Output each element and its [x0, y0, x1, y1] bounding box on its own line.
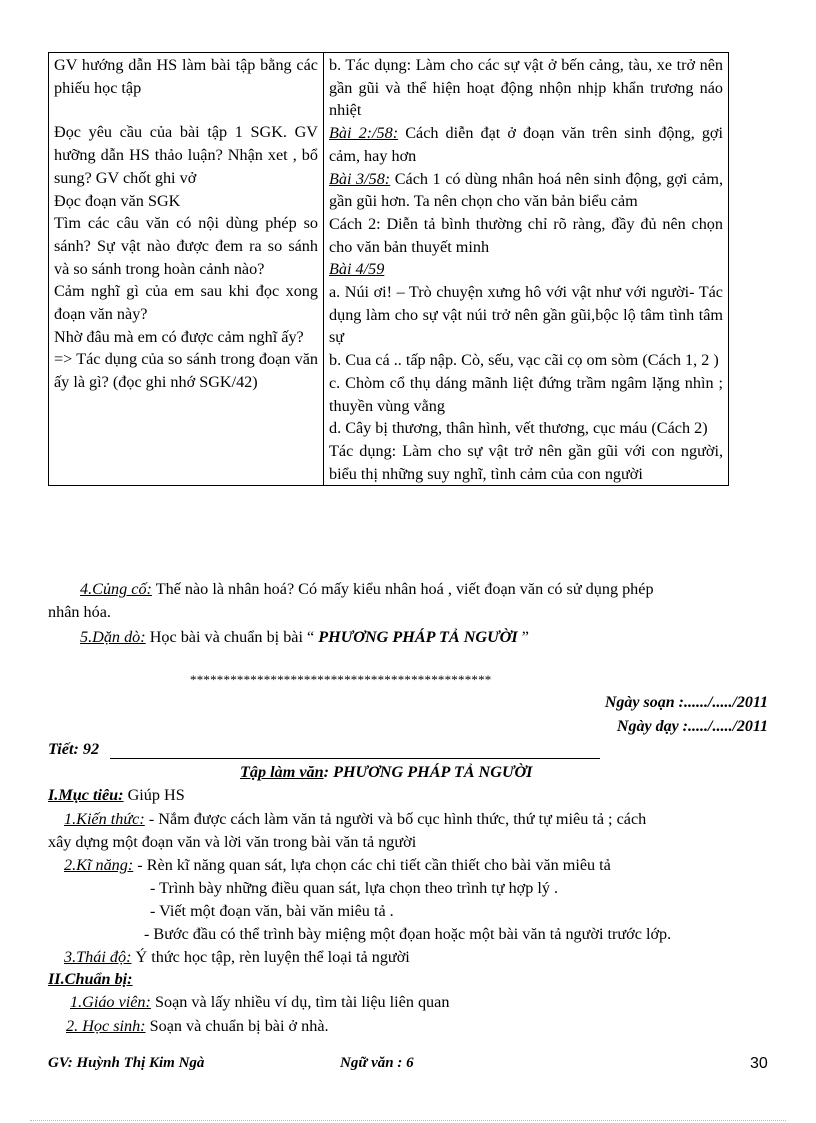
homework-text: Học bài và chuẩn bị bài “ — [145, 628, 319, 646]
exercise-text: Cách 1 có dùng nhân hoá nên sinh động, gợi cảm, gần gũi hơn. Ta nên chọn cho văn bản biểu cảm — [329, 169, 723, 211]
left-paragraph: Đọc đoạn văn SGK — [54, 191, 181, 210]
knowledge-line-2: xây dựng một đoạn văn và lời văn trong bài văn tả người — [48, 833, 417, 851]
teacher-prep-label: 1.Giáo viên: — [70, 993, 151, 1011]
student-prep-label: 2. Học sinh: — [66, 1017, 146, 1035]
left-paragraph: => Tác dụng của so sánh trong đoạn văn ấy là gì? (đọc ghi nhớ SGK/42) — [54, 350, 318, 392]
right-paragraph: Cách 2: Diễn tả bình thường chỉ rõ ràng, đầy đủ nên chọn cho văn bản thuyết minh — [329, 214, 723, 256]
knowledge-line — [64, 810, 646, 829]
skills-item: - Bước đầu có thể trình bày miệng một đọan hoặc một bài văn tả người trước lớp. — [144, 925, 672, 943]
right-paragraph: b. Tác dụng: Làm cho các sự vật ở bến cảng, tàu, xe trở nên gần gũi và thể hiện hoạt động nhộn nhịp khẩn trương náo nhiệt — [329, 56, 723, 120]
consolidation-label: 4.Củng cố: — [80, 580, 152, 598]
objectives-label: I.Mục tiêu: — [48, 786, 124, 804]
footer-teacher: GV: Huỳnh Thị Kim Ngà — [48, 1055, 205, 1071]
spacer — [54, 99, 318, 121]
lesson-number: Tiết: 92 — [48, 740, 100, 758]
right-paragraph: d. Cây bị thương, thân hình, vết thương, cục máu (Cách 2) — [329, 419, 708, 438]
separator-stars: ********************************************* — [190, 672, 492, 687]
homework-close: ” — [517, 628, 529, 646]
left-paragraph: GV hướng dẫn HS làm bài tập bằng các phiếu học tập — [54, 56, 318, 97]
right-paragraph: c. Chòm cổ thụ dáng mãnh liệt đứng trầm ngâm lặng nhìn ; thuyền vùng vằng — [329, 373, 723, 415]
exercise-label: Bài 4/59 — [329, 260, 385, 279]
consolidation-text: Thế nào là nhân hoá? Có mấy kiểu nhân hoá , viết đoạn văn có sử dụng phép — [151, 580, 654, 598]
exercise-label: Bài 2:/58: — [329, 124, 399, 143]
date-taught: Ngày dạy :...../...../2011 — [616, 718, 768, 735]
heading-label: Tập làm văn — [240, 763, 324, 781]
right-paragraph — [329, 122, 723, 167]
exercise-label: Bài 3/58: — [329, 169, 391, 188]
attitude-line — [64, 948, 410, 967]
table-row — [49, 53, 729, 486]
page-number: 30 — [750, 1055, 768, 1072]
attitude-text: Ý thức học tập, rèn luyện thể loại tả người — [131, 948, 410, 966]
left-paragraph: Cảm nghĩ gì của em sau khi đọc xong đoạn văn này? — [54, 282, 318, 324]
knowledge-label: 1.Kiến thức: — [64, 810, 145, 828]
skills-line — [64, 856, 611, 875]
preparation-heading: II.Chuẩn bị: — [48, 970, 133, 988]
student-prep-text: Soạn và chuẩn bị bài ở nhà. — [145, 1017, 329, 1035]
teacher-prep-line — [70, 993, 449, 1012]
right-paragraph: Tác dụng: Làm cho sự vật trở nên gần gũi với con người, biểu thị những suy nghĩ, tình cảm của con người — [329, 441, 723, 483]
date-prepared: Ngày soạn :....../...../2011 — [604, 694, 768, 711]
bottom-dotted-line — [30, 1120, 786, 1121]
lesson-table — [48, 52, 729, 486]
skills-label: 2.Kĩ năng: — [64, 856, 134, 874]
teacher-activity-column — [49, 53, 324, 486]
knowledge-text: - Nắm được cách làm văn tả người và bố cục hình thức, thứ tự miêu tả ; cách — [144, 810, 647, 828]
objectives-text: Giúp HS — [123, 786, 185, 804]
skills-item: - Viết một đoạn văn, bài văn miêu tả . — [150, 902, 394, 920]
skills-text: - Rèn kĩ năng quan sát, lựa chọn các chi tiết cần thiết cho bài văn miêu tả — [133, 856, 611, 874]
homework-label: 5.Dặn dò: — [80, 628, 146, 646]
content-column — [324, 53, 729, 486]
left-paragraph: Tìm các câu văn có nội dùng phép so sánh? Sự vật nào được đem ra so sánh và so sánh trong hoàn cảnh nào? — [54, 214, 318, 278]
divider — [110, 758, 600, 759]
next-lesson-title: PHƯƠNG PHÁP TẢ NGƯỜI — [318, 628, 518, 646]
consolidation-line-2: nhân hóa. — [48, 603, 111, 621]
right-paragraph: a. Núi ơi! – Trò chuyện xưng hô với vật như với người- Tác dụng làm cho sự vật núi trở nên gần gũi,bộc lộ tâm tình tâm sự — [329, 283, 723, 347]
objectives-heading — [48, 786, 185, 805]
left-paragraph: Đọc yêu cầu của bài tập 1 SGK. GV hưỡng dẫn HS thảo luận? Nhận xet , bổ sung? GV chốt ghi vở — [54, 123, 318, 187]
lesson-heading — [240, 763, 532, 782]
right-paragraph — [329, 168, 723, 213]
skills-item: - Trình bày những điều quan sát, lựa chọn theo trình tự hợp lý . — [150, 879, 559, 897]
left-paragraph: Nhờ đâu mà em có được cảm nghĩ ấy? — [54, 327, 304, 346]
student-prep-line — [66, 1017, 329, 1036]
heading-title: : PHƯƠNG PHÁP TẢ NGƯỜI — [323, 763, 533, 781]
footer-subject: Ngữ văn : 6 — [340, 1055, 414, 1071]
attitude-label: 3.Thái độ: — [64, 948, 132, 966]
exercise-text: Cách diễn đạt ở đoạn văn trên sinh động, gợi cảm, hay hơn — [329, 124, 723, 165]
right-paragraph: b. Cua cá .. tấp nập. Cò, sếu, vạc cãi cọ om sòm (Cách 1, 2 ) — [329, 351, 719, 370]
homework-line — [80, 628, 529, 647]
consolidation-line — [80, 580, 654, 599]
teacher-prep-text: Soạn và lấy nhiều ví dụ, tìm tài liệu liên quan — [150, 993, 450, 1011]
